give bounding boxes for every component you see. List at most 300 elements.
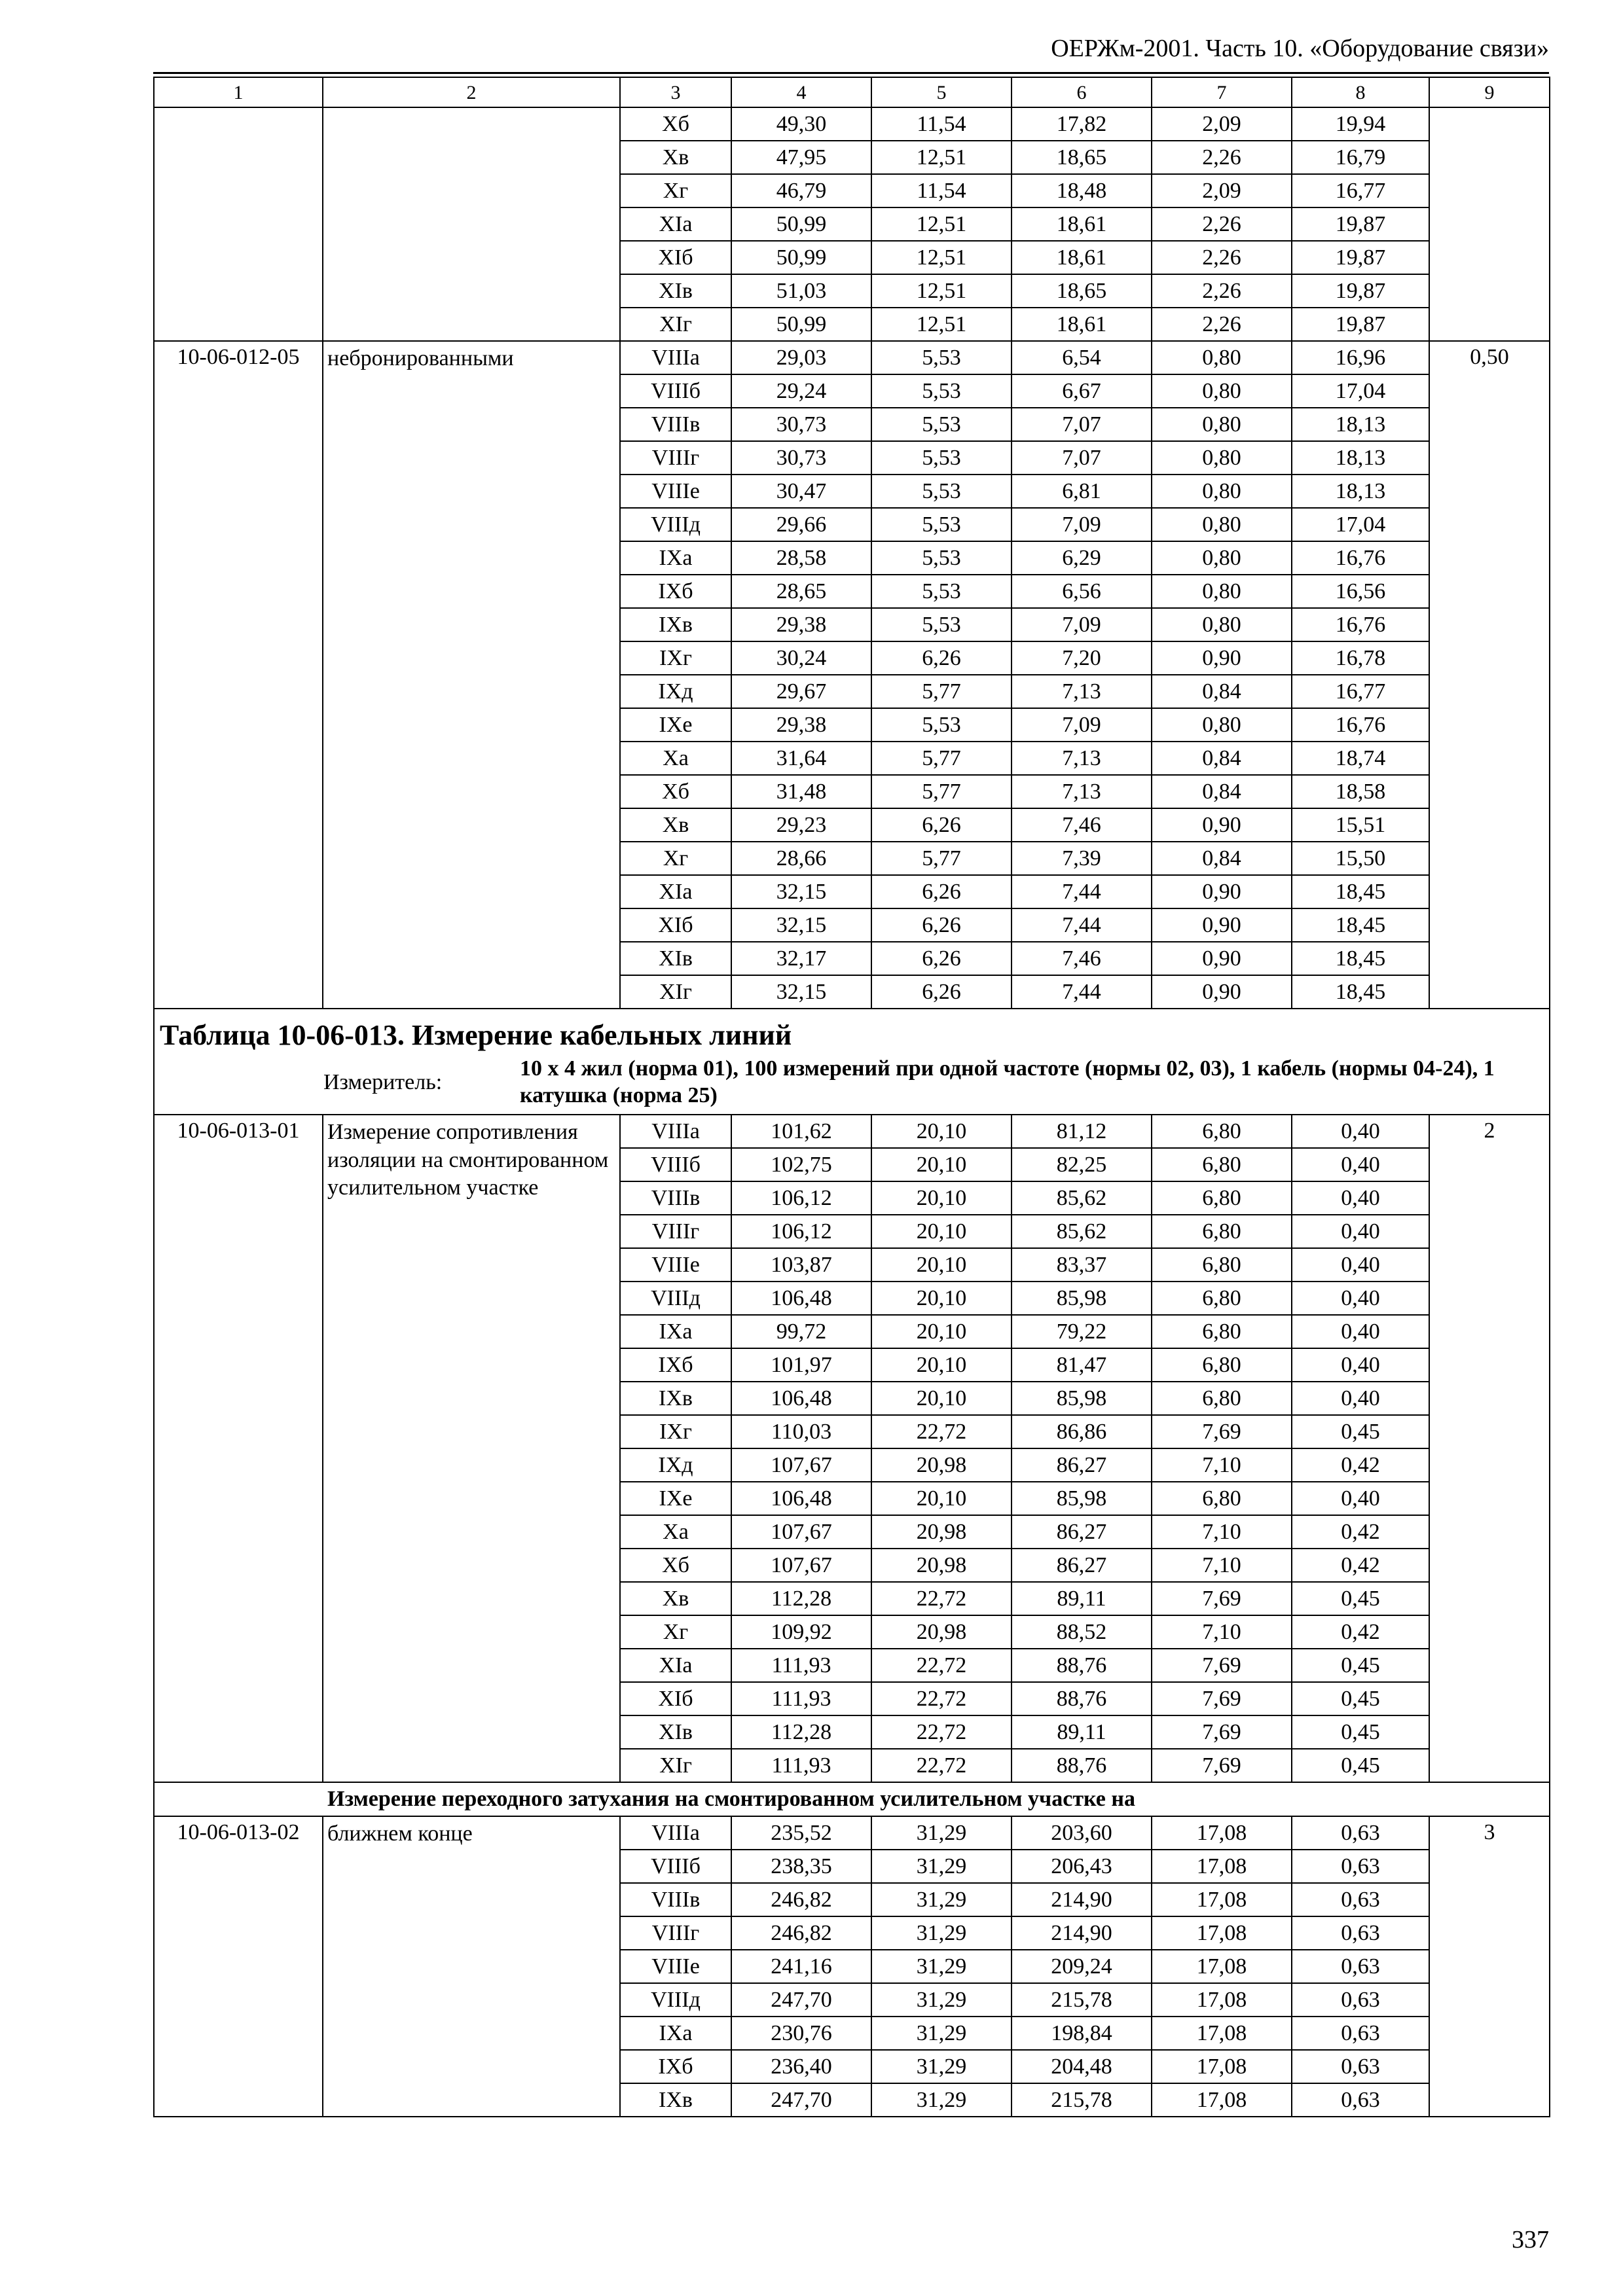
- value-cell: 20,10: [871, 1215, 1012, 1248]
- value-cell: 6,80: [1152, 1148, 1292, 1181]
- value-cell: 0,84: [1152, 675, 1292, 708]
- value-cell: XIб: [620, 241, 731, 274]
- value-cell: 22,72: [871, 1415, 1012, 1448]
- value-cell: 31,29: [871, 1816, 1012, 1850]
- value-cell: 5,53: [871, 708, 1012, 742]
- value-cell: 0,45: [1292, 1582, 1429, 1615]
- value-cell: 2,26: [1152, 207, 1292, 241]
- value-cell: 111,93: [731, 1749, 871, 1782]
- value-cell: 7,46: [1012, 942, 1152, 975]
- value-cell: 29,24: [731, 374, 871, 408]
- value-cell: 51,03: [731, 274, 871, 308]
- value-cell: 5,53: [871, 541, 1012, 575]
- value-cell: 31,29: [871, 1916, 1012, 1950]
- value-cell: 18,61: [1012, 308, 1152, 341]
- value-cell: 17,08: [1152, 1983, 1292, 2017]
- value-cell: VIIIв: [620, 408, 731, 441]
- value-cell: 0,42: [1292, 1549, 1429, 1582]
- measure-row: [154, 1055, 1550, 1115]
- value-cell: IXe: [620, 708, 731, 742]
- value-cell: 247,70: [731, 2083, 871, 2117]
- value-cell: 22,72: [871, 1582, 1012, 1615]
- value-cell: 0,40: [1292, 1115, 1429, 1148]
- value-cell: 0,63: [1292, 1983, 1429, 2017]
- value-cell: IXe: [620, 1482, 731, 1515]
- value-cell: 17,08: [1152, 2017, 1292, 2050]
- value-cell: 85,62: [1012, 1181, 1152, 1215]
- value-cell: 30,47: [731, 475, 871, 508]
- value-cell: 22,72: [871, 1682, 1012, 1715]
- value-cell: 5,53: [871, 408, 1012, 441]
- value-cell: 7,20: [1012, 641, 1152, 675]
- value-cell: 7,10: [1152, 1549, 1292, 1582]
- value-cell: 247,70: [731, 1983, 871, 2017]
- value-cell: 106,12: [731, 1215, 871, 1248]
- value-cell: 0,84: [1152, 842, 1292, 875]
- value-cell: 0,40: [1292, 1181, 1429, 1215]
- value-cell: 31,29: [871, 1950, 1012, 1983]
- value-cell: Xб: [620, 107, 731, 141]
- work-description: небронированными: [323, 341, 620, 1009]
- value-cell: 0,80: [1152, 608, 1292, 641]
- value-cell: 110,03: [731, 1415, 871, 1448]
- value-cell: 22,72: [871, 1649, 1012, 1682]
- unit-cell: 2: [1429, 1115, 1550, 1782]
- value-cell: 6,80: [1152, 1181, 1292, 1215]
- column-number: 5: [871, 77, 1012, 107]
- value-cell: XIa: [620, 875, 731, 908]
- work-description: [323, 107, 620, 341]
- column-number: 7: [1152, 77, 1292, 107]
- value-cell: 16,56: [1292, 575, 1429, 608]
- value-cell: 6,80: [1152, 1215, 1292, 1248]
- value-cell: 31,29: [871, 1850, 1012, 1883]
- value-cell: 31,48: [731, 775, 871, 808]
- value-cell: XIг: [620, 975, 731, 1009]
- value-cell: 7,07: [1012, 408, 1152, 441]
- value-cell: 16,77: [1292, 174, 1429, 207]
- value-cell: 16,77: [1292, 675, 1429, 708]
- column-number: 6: [1012, 77, 1152, 107]
- value-cell: XIг: [620, 1749, 731, 1782]
- value-cell: 86,27: [1012, 1515, 1152, 1549]
- value-cell: 7,46: [1012, 808, 1152, 842]
- value-cell: 7,69: [1152, 1582, 1292, 1615]
- value-cell: 214,90: [1012, 1916, 1152, 1950]
- value-cell: 235,52: [731, 1816, 871, 1850]
- value-cell: 50,99: [731, 207, 871, 241]
- value-cell: 236,40: [731, 2050, 871, 2083]
- value-cell: 30,73: [731, 408, 871, 441]
- value-cell: XIб: [620, 1682, 731, 1715]
- value-cell: 18,45: [1292, 908, 1429, 942]
- value-cell: XIв: [620, 274, 731, 308]
- value-cell: 7,44: [1012, 975, 1152, 1009]
- value-cell: VIIIe: [620, 1950, 731, 1983]
- subheading-row: [154, 1782, 1550, 1816]
- table-row: [154, 107, 1550, 141]
- value-cell: 6,54: [1012, 341, 1152, 374]
- value-cell: IXa: [620, 541, 731, 575]
- column-number: 9: [1429, 77, 1550, 107]
- value-cell: 0,42: [1292, 1615, 1429, 1649]
- value-cell: 0,80: [1152, 374, 1292, 408]
- value-cell: 11,54: [871, 107, 1012, 141]
- value-cell: 6,26: [871, 641, 1012, 675]
- value-cell: IXб: [620, 575, 731, 608]
- value-cell: 99,72: [731, 1315, 871, 1348]
- value-cell: 6,26: [871, 875, 1012, 908]
- column-number: 2: [323, 77, 620, 107]
- value-cell: 7,09: [1012, 708, 1152, 742]
- table-row: [154, 341, 1550, 374]
- value-cell: 20,10: [871, 1315, 1012, 1348]
- value-cell: 0,40: [1292, 1382, 1429, 1415]
- value-cell: 20,98: [871, 1549, 1012, 1582]
- value-cell: 28,65: [731, 575, 871, 608]
- measure-value: 10 х 4 жил (норма 01), 100 измерений при одной частоте (нормы 02, 03), 1 кабель (нормы 04-24), 1 катушка (норма 25): [520, 1056, 1495, 1107]
- value-cell: Xг: [620, 842, 731, 875]
- value-cell: 0,40: [1292, 1315, 1429, 1348]
- value-cell: Xв: [620, 141, 731, 174]
- value-cell: 0,40: [1292, 1248, 1429, 1282]
- value-cell: 238,35: [731, 1850, 871, 1883]
- value-cell: 0,80: [1152, 408, 1292, 441]
- value-cell: 6,26: [871, 808, 1012, 842]
- column-number: 8: [1292, 77, 1429, 107]
- value-cell: 103,87: [731, 1248, 871, 1282]
- value-cell: 209,24: [1012, 1950, 1152, 1983]
- page-header: ОЕРЖм-2001. Часть 10. «Оборудование связи»: [1051, 35, 1549, 62]
- value-cell: 17,08: [1152, 2083, 1292, 2117]
- value-cell: 29,66: [731, 508, 871, 541]
- value-cell: 7,69: [1152, 1682, 1292, 1715]
- value-cell: XIб: [620, 908, 731, 942]
- value-cell: 85,98: [1012, 1382, 1152, 1415]
- value-cell: 31,29: [871, 2083, 1012, 2117]
- value-cell: VIIIe: [620, 475, 731, 508]
- value-cell: 28,66: [731, 842, 871, 875]
- value-cell: 29,38: [731, 608, 871, 641]
- value-cell: 6,26: [871, 908, 1012, 942]
- value-cell: 6,56: [1012, 575, 1152, 608]
- value-cell: IXб: [620, 1348, 731, 1382]
- value-cell: 0,40: [1292, 1215, 1429, 1248]
- value-cell: 88,76: [1012, 1749, 1152, 1782]
- value-cell: 6,80: [1152, 1348, 1292, 1382]
- value-cell: 20,10: [871, 1348, 1012, 1382]
- value-cell: 2,26: [1152, 274, 1292, 308]
- value-cell: 29,23: [731, 808, 871, 842]
- table-title: Таблица 10-06-013. Измерение кабельных линий: [154, 1009, 1550, 1055]
- value-cell: 109,92: [731, 1615, 871, 1649]
- value-cell: 31,29: [871, 2017, 1012, 2050]
- value-cell: 17,04: [1292, 374, 1429, 408]
- value-cell: 0,45: [1292, 1415, 1429, 1448]
- value-cell: 32,17: [731, 942, 871, 975]
- value-cell: 31,64: [731, 742, 871, 775]
- value-cell: 5,53: [871, 608, 1012, 641]
- value-cell: 0,40: [1292, 1148, 1429, 1181]
- value-cell: 7,09: [1012, 608, 1152, 641]
- value-cell: 20,98: [871, 1515, 1012, 1549]
- value-cell: 6,80: [1152, 1382, 1292, 1415]
- value-cell: 7,69: [1152, 1715, 1292, 1749]
- value-cell: 0,80: [1152, 441, 1292, 475]
- value-cell: 32,15: [731, 875, 871, 908]
- value-cell: VIIIв: [620, 1181, 731, 1215]
- value-cell: 17,82: [1012, 107, 1152, 141]
- value-cell: 112,28: [731, 1582, 871, 1615]
- value-cell: 81,47: [1012, 1348, 1152, 1382]
- value-cell: 31,29: [871, 2050, 1012, 2083]
- value-cell: 85,62: [1012, 1215, 1152, 1248]
- value-cell: IXв: [620, 608, 731, 641]
- column-number-row: [154, 77, 1550, 107]
- value-cell: VIIIв: [620, 1883, 731, 1916]
- value-cell: 17,08: [1152, 1916, 1292, 1950]
- value-cell: 18,65: [1012, 141, 1152, 174]
- value-cell: 11,54: [871, 174, 1012, 207]
- value-cell: 29,38: [731, 708, 871, 742]
- work-description: ближнем конце: [323, 1816, 620, 2117]
- value-cell: 0,63: [1292, 2017, 1429, 2050]
- value-cell: 81,12: [1012, 1115, 1152, 1148]
- value-cell: 89,11: [1012, 1582, 1152, 1615]
- value-cell: 6,80: [1152, 1115, 1292, 1148]
- unit-cell: [1429, 107, 1550, 341]
- value-cell: 20,10: [871, 1248, 1012, 1282]
- value-cell: 111,93: [731, 1649, 871, 1682]
- value-cell: 7,69: [1152, 1749, 1292, 1782]
- value-cell: XIв: [620, 942, 731, 975]
- value-cell: 0,80: [1152, 508, 1292, 541]
- value-cell: 0,40: [1292, 1482, 1429, 1515]
- unit-cell: 0,50: [1429, 341, 1550, 1009]
- value-cell: 7,69: [1152, 1649, 1292, 1682]
- value-cell: Xг: [620, 1615, 731, 1649]
- value-cell: Xa: [620, 742, 731, 775]
- value-cell: VIIIб: [620, 1148, 731, 1181]
- value-cell: 5,53: [871, 475, 1012, 508]
- value-cell: 18,61: [1012, 241, 1152, 274]
- value-cell: 31,29: [871, 1983, 1012, 2017]
- value-cell: 17,08: [1152, 1883, 1292, 1916]
- value-cell: 6,80: [1152, 1248, 1292, 1282]
- rate-code: 10-06-012-05: [154, 341, 323, 1009]
- work-description: Измерение сопротивления изоляции на смонтированном усилительном участке: [323, 1115, 620, 1782]
- value-cell: VIIIa: [620, 1816, 731, 1850]
- value-cell: 32,15: [731, 908, 871, 942]
- value-cell: 7,69: [1152, 1415, 1292, 1448]
- value-cell: 0,42: [1292, 1448, 1429, 1482]
- value-cell: 83,37: [1012, 1248, 1152, 1282]
- value-cell: 7,07: [1012, 441, 1152, 475]
- value-cell: 16,76: [1292, 541, 1429, 575]
- value-cell: 0,90: [1152, 641, 1292, 675]
- value-cell: 20,10: [871, 1282, 1012, 1315]
- value-cell: 0,90: [1152, 908, 1292, 942]
- value-cell: 0,80: [1152, 575, 1292, 608]
- value-cell: 17,08: [1152, 1850, 1292, 1883]
- value-cell: 102,75: [731, 1148, 871, 1181]
- value-cell: 7,13: [1012, 675, 1152, 708]
- value-cell: 18,61: [1012, 207, 1152, 241]
- value-cell: 22,72: [871, 1749, 1012, 1782]
- value-cell: IXб: [620, 2050, 731, 2083]
- value-cell: 0,63: [1292, 1950, 1429, 1983]
- value-cell: 0,45: [1292, 1682, 1429, 1715]
- value-cell: 16,79: [1292, 141, 1429, 174]
- value-cell: 88,76: [1012, 1649, 1152, 1682]
- value-cell: 6,26: [871, 975, 1012, 1009]
- rate-code: [154, 107, 323, 341]
- value-cell: 19,87: [1292, 308, 1429, 341]
- value-cell: 0,45: [1292, 1749, 1429, 1782]
- value-cell: 5,53: [871, 341, 1012, 374]
- value-cell: XIв: [620, 1715, 731, 1749]
- value-cell: Xб: [620, 775, 731, 808]
- value-cell: 12,51: [871, 241, 1012, 274]
- value-cell: 0,40: [1292, 1282, 1429, 1315]
- value-cell: 2,26: [1152, 241, 1292, 274]
- value-cell: VIIIa: [620, 341, 731, 374]
- value-cell: 7,13: [1012, 742, 1152, 775]
- rates-table: [153, 77, 1550, 2117]
- value-cell: 22,72: [871, 1715, 1012, 1749]
- value-cell: 0,63: [1292, 1916, 1429, 1950]
- value-cell: 6,81: [1012, 475, 1152, 508]
- value-cell: 107,67: [731, 1448, 871, 1482]
- value-cell: 86,27: [1012, 1549, 1152, 1582]
- value-cell: Xг: [620, 174, 731, 207]
- value-cell: 12,51: [871, 207, 1012, 241]
- value-cell: VIIIд: [620, 1282, 731, 1315]
- value-cell: 17,08: [1152, 2050, 1292, 2083]
- value-cell: 198,84: [1012, 2017, 1152, 2050]
- value-cell: 106,12: [731, 1181, 871, 1215]
- value-cell: 0,90: [1152, 875, 1292, 908]
- value-cell: VIIIг: [620, 1916, 731, 1950]
- value-cell: 215,78: [1012, 2083, 1152, 2117]
- value-cell: 5,53: [871, 441, 1012, 475]
- value-cell: 0,63: [1292, 1816, 1429, 1850]
- value-cell: 0,63: [1292, 2050, 1429, 2083]
- value-cell: 88,76: [1012, 1682, 1152, 1715]
- value-cell: 5,53: [871, 575, 1012, 608]
- value-cell: 86,27: [1012, 1448, 1152, 1482]
- value-cell: 20,10: [871, 1482, 1012, 1515]
- value-cell: 2,09: [1152, 174, 1292, 207]
- value-cell: 17,04: [1292, 508, 1429, 541]
- value-cell: 30,24: [731, 641, 871, 675]
- value-cell: 0,80: [1152, 541, 1292, 575]
- value-cell: 7,39: [1012, 842, 1152, 875]
- value-cell: 204,48: [1012, 2050, 1152, 2083]
- measure-wrap: [160, 1056, 1544, 1109]
- value-cell: 12,51: [871, 308, 1012, 341]
- value-cell: 0,84: [1152, 775, 1292, 808]
- value-cell: VIIIб: [620, 374, 731, 408]
- value-cell: IXa: [620, 1315, 731, 1348]
- value-cell: 5,77: [871, 742, 1012, 775]
- value-cell: VIIIд: [620, 1983, 731, 2017]
- value-cell: 16,76: [1292, 708, 1429, 742]
- value-cell: 230,76: [731, 2017, 871, 2050]
- value-cell: XIг: [620, 308, 731, 341]
- value-cell: 107,67: [731, 1549, 871, 1582]
- value-cell: 18,13: [1292, 441, 1429, 475]
- value-cell: VIIIa: [620, 1115, 731, 1148]
- column-number: 4: [731, 77, 871, 107]
- value-cell: 5,77: [871, 775, 1012, 808]
- value-cell: 85,98: [1012, 1482, 1152, 1515]
- value-cell: 79,22: [1012, 1315, 1152, 1348]
- rate-code: 10-06-013-01: [154, 1115, 323, 1782]
- column-number: 3: [620, 77, 731, 107]
- value-cell: 17,08: [1152, 1816, 1292, 1850]
- value-cell: 18,74: [1292, 742, 1429, 775]
- value-cell: IXв: [620, 1382, 731, 1415]
- value-cell: IXг: [620, 641, 731, 675]
- value-cell: 20,10: [871, 1148, 1012, 1181]
- value-cell: 101,62: [731, 1115, 871, 1148]
- value-cell: 5,77: [871, 675, 1012, 708]
- value-cell: 215,78: [1012, 1983, 1152, 2017]
- header-rule: [153, 72, 1549, 74]
- value-cell: 18,45: [1292, 975, 1429, 1009]
- measure-cell: [154, 1055, 1550, 1115]
- value-cell: 0,45: [1292, 1715, 1429, 1749]
- value-cell: 7,09: [1012, 508, 1152, 541]
- value-cell: 89,11: [1012, 1715, 1152, 1749]
- value-cell: 82,25: [1012, 1148, 1152, 1181]
- value-cell: 0,63: [1292, 1850, 1429, 1883]
- value-cell: 88,52: [1012, 1615, 1152, 1649]
- measure-label: Измеритель:: [323, 1070, 443, 1095]
- value-cell: 18,58: [1292, 775, 1429, 808]
- value-cell: 5,53: [871, 508, 1012, 541]
- value-cell: 18,48: [1012, 174, 1152, 207]
- value-cell: 30,73: [731, 441, 871, 475]
- value-cell: 241,16: [731, 1950, 871, 1983]
- value-cell: IXг: [620, 1415, 731, 1448]
- value-cell: 106,48: [731, 1382, 871, 1415]
- value-cell: IXд: [620, 675, 731, 708]
- value-cell: IXa: [620, 2017, 731, 2050]
- value-cell: IXд: [620, 1448, 731, 1482]
- value-cell: Xa: [620, 1515, 731, 1549]
- value-cell: 19,87: [1292, 241, 1429, 274]
- value-cell: 6,29: [1012, 541, 1152, 575]
- value-cell: 29,03: [731, 341, 871, 374]
- value-cell: 12,51: [871, 274, 1012, 308]
- value-cell: VIIIг: [620, 1215, 731, 1248]
- value-cell: 6,26: [871, 942, 1012, 975]
- value-cell: 31,29: [871, 1883, 1012, 1916]
- value-cell: 15,51: [1292, 808, 1429, 842]
- value-cell: 2,09: [1152, 107, 1292, 141]
- unit-cell: 3: [1429, 1816, 1550, 2117]
- value-cell: 214,90: [1012, 1883, 1152, 1916]
- value-cell: 6,67: [1012, 374, 1152, 408]
- value-cell: 20,98: [871, 1448, 1012, 1482]
- value-cell: 29,67: [731, 675, 871, 708]
- value-cell: 46,79: [731, 174, 871, 207]
- value-cell: 19,87: [1292, 274, 1429, 308]
- value-cell: 20,10: [871, 1115, 1012, 1148]
- value-cell: 0,80: [1152, 475, 1292, 508]
